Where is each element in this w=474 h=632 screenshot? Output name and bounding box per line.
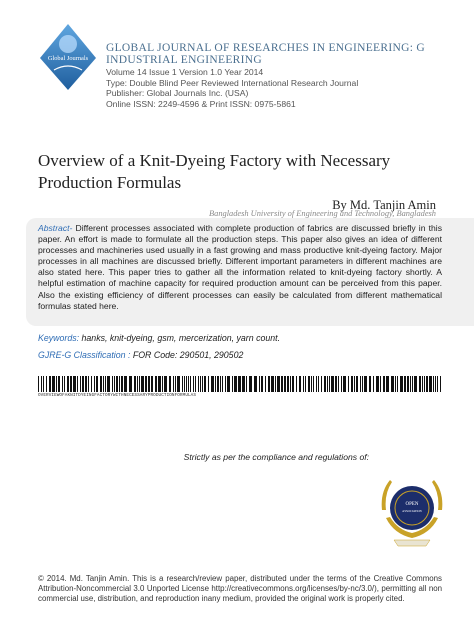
barcode-bar	[195, 376, 196, 392]
journal-title-line2: INDUSTRIAL ENGINEERING	[106, 54, 262, 66]
barcode-bar	[360, 376, 361, 392]
barcode-bar	[145, 376, 147, 392]
barcode-bar	[351, 376, 353, 392]
barcode-text: OVERVIEWOFAKNITDYEINGFACTORYWITHNECESSARYPRODUCTIONFORMULAS	[38, 393, 197, 398]
barcode-bar	[284, 376, 286, 392]
barcode-bar	[395, 376, 396, 392]
barcode-bar	[193, 376, 194, 392]
barcode-bar	[303, 376, 304, 392]
barcode-bar	[261, 376, 263, 392]
svg-text:ASSOCIATION: ASSOCIATION	[402, 509, 422, 513]
barcode-bar	[426, 376, 428, 392]
barcode-bar	[190, 376, 191, 392]
barcode-bar	[321, 376, 322, 392]
barcode-bar	[208, 376, 209, 392]
abstract	[38, 223, 442, 312]
barcode-bar	[327, 376, 328, 392]
barcode-bar	[386, 376, 389, 392]
barcode-bar	[290, 376, 291, 392]
barcode-bar	[148, 376, 150, 392]
barcode-bar	[299, 376, 301, 392]
barcode-bar	[124, 376, 127, 392]
barcode-bar	[433, 376, 434, 392]
journal-header	[106, 42, 466, 109]
barcode-bar	[419, 376, 421, 392]
barcode-bar	[134, 376, 136, 392]
barcode-bar	[318, 376, 319, 392]
barcode-bar	[400, 376, 403, 392]
barcode-bar	[311, 376, 312, 392]
barcode-bar	[356, 376, 358, 392]
barcode-bar	[435, 376, 436, 392]
barcode-bar	[217, 376, 219, 392]
barcode-bar	[175, 376, 176, 392]
barcode-bar	[354, 376, 355, 392]
barcode-bar	[225, 376, 226, 392]
abstract-label: Abstract-	[38, 223, 73, 233]
barcode-bar	[380, 376, 381, 392]
barcode-bar	[82, 376, 84, 392]
keywords	[38, 333, 280, 343]
journal-type: Type: Double Blind Peer Reviewed International Research Journal	[106, 77, 359, 88]
barcode-bar	[88, 376, 89, 392]
compliance-statement: Strictly as per the compliance and regulations of:	[183, 452, 369, 462]
barcode-bar	[129, 376, 132, 392]
barcode-bar	[91, 376, 92, 392]
barcode	[38, 376, 442, 392]
barcode-bar	[73, 376, 76, 392]
barcode-bar	[254, 376, 257, 392]
barcode-bar	[277, 376, 280, 392]
barcode-bar	[204, 376, 206, 392]
barcode-bar	[292, 376, 294, 392]
global-journals-logo	[38, 22, 98, 92]
barcode-bar	[202, 376, 203, 392]
barcode-bar	[275, 376, 276, 392]
barcode-bar	[265, 376, 266, 392]
barcode-bar	[77, 376, 78, 392]
barcode-bar	[173, 376, 174, 392]
barcode-bar	[249, 376, 252, 392]
classification-text: FOR Code: 290501, 290502	[130, 350, 244, 360]
barcode-bar	[141, 376, 144, 392]
barcode-bar	[162, 376, 163, 392]
barcode-bar	[116, 376, 118, 392]
barcode-bar	[324, 376, 326, 392]
barcode-bar	[335, 376, 337, 392]
journal-issn: Online ISSN: 2249-4596 & Print ISSN: 0975-5861	[106, 98, 296, 109]
barcode-bar	[422, 376, 423, 392]
barcode-bar	[52, 376, 55, 392]
barcode-bar	[313, 376, 314, 392]
barcode-bar	[188, 376, 189, 392]
barcode-bar	[242, 376, 245, 392]
barcode-bar	[369, 376, 371, 392]
barcode-bar	[373, 376, 374, 392]
keywords-text: hanks, knit-dyeing, gsm, mercerization, yarn count.	[79, 333, 281, 343]
barcode-bar	[155, 376, 157, 392]
barcode-bar	[437, 376, 438, 392]
barcode-bar	[70, 376, 72, 392]
barcode-bar	[139, 376, 140, 392]
barcode-bar	[329, 376, 330, 392]
barcode-bar	[67, 376, 69, 392]
barcode-bar	[376, 376, 379, 392]
barcode-bar	[56, 376, 57, 392]
barcode-bar	[407, 376, 409, 392]
barcode-bar	[85, 376, 87, 392]
barcode-bar	[397, 376, 398, 392]
barcode-bar	[103, 376, 104, 392]
barcode-bar	[169, 376, 171, 392]
barcode-bar	[119, 376, 120, 392]
barcode-bar	[62, 376, 63, 392]
barcode-bar	[287, 376, 289, 392]
barcode-bar	[232, 376, 233, 392]
journal-volume: Volume 14 Issue 1 Version 1.0 Year 2014	[106, 67, 264, 77]
barcode-bar	[222, 376, 223, 392]
barcode-bar	[296, 376, 297, 392]
barcode-bar	[383, 376, 385, 392]
barcode-bar	[424, 376, 425, 392]
barcode-bar	[80, 376, 81, 392]
barcode-bar	[211, 376, 214, 392]
paper-author: By Md. Tanjin Amin	[332, 198, 436, 212]
barcode-bar	[49, 376, 51, 392]
barcode-bar	[305, 376, 306, 392]
barcode-bar	[268, 376, 270, 392]
barcode-bar	[220, 376, 221, 392]
paper-title: Overview of a Knit-Dyeing Factory with Necessary Production Formulas	[38, 151, 391, 192]
barcode-bar	[177, 376, 180, 392]
barcode-bar	[338, 376, 339, 392]
barcode-bar	[259, 376, 260, 392]
barcode-bar	[331, 376, 334, 392]
barcode-bar	[137, 376, 138, 392]
barcode-bar	[182, 376, 183, 392]
barcode-bar	[429, 376, 432, 392]
license-text: © 2014. Md. Tanjin Amin. This is a research/review paper, distributed under the terms of the Creative Commons Attribution-Noncommercial 3.0 Unported License http://creativecommons.org/licenses/by-nc/3.0/), permitting all non commercial use, distribution, and reproduction inany medium, provided the original work is properly cited.	[38, 574, 442, 604]
barcode-bar	[200, 376, 201, 392]
classification	[38, 350, 243, 360]
barcode-bar	[38, 376, 39, 392]
barcode-bar	[362, 376, 363, 392]
oars-seal-logo	[376, 470, 448, 548]
barcode-bar	[198, 376, 199, 392]
barcode-bar	[184, 376, 185, 392]
barcode-bar	[308, 376, 310, 392]
barcode-bar	[114, 376, 115, 392]
barcode-bar	[58, 376, 60, 392]
barcode-bar	[96, 376, 98, 392]
barcode-bar	[151, 376, 153, 392]
barcode-bar	[234, 376, 237, 392]
barcode-bar	[112, 376, 113, 392]
barcode-bar	[391, 376, 394, 392]
journal-title-line1: GLOBAL JOURNAL OF RESEARCHES IN ENGINEERING: G	[106, 42, 425, 54]
barcode-bar	[164, 376, 167, 392]
barcode-bar	[410, 376, 411, 392]
classification-label: GJRE-G Classification :	[38, 350, 131, 360]
barcode-bar	[364, 376, 367, 392]
barcode-bar	[186, 376, 187, 392]
barcode-bar	[281, 376, 283, 392]
barcode-bar	[316, 376, 317, 392]
svg-text:OPEN: OPEN	[405, 502, 419, 507]
barcode-bar	[64, 376, 65, 392]
barcode-bar	[343, 376, 346, 392]
journal-publisher: Publisher: Global Journals Inc. (USA)	[106, 88, 249, 98]
barcode-bar	[215, 376, 216, 392]
barcode-bar	[100, 376, 102, 392]
barcode-bar	[107, 376, 110, 392]
barcode-bar	[105, 376, 106, 392]
barcode-bar	[43, 376, 44, 392]
author-affiliation: Bangladesh University of Engineering and Technology, Bangladesh	[209, 209, 436, 218]
barcode-bar	[238, 376, 241, 392]
abstract-text: Different processes associated with complete production of fabrics are discussed briefly in this paper. An effort is made to formulate all the production steps. This paper also gives an idea of different processes and machineries used usually in a fast growing and mass productive knit-dyeing factory. Major processes in all machines are discussed briefly. Different important parameters in different machines are also stated here. This paper tries to gather all the information related to knit-dyeing factory shortly. A helpful estimation of machine capacity for required production amount can be perceived from this paper. Also the existing efficiency of different processes can easily be calculated from different mathematical formulas stated here.	[38, 223, 442, 311]
barcode-bar	[414, 376, 417, 392]
barcode-bar	[158, 376, 161, 392]
barcode-bar	[404, 376, 406, 392]
barcode-bar	[271, 376, 274, 392]
barcode-bar	[246, 376, 247, 392]
barcode-bar	[121, 376, 123, 392]
barcode-bar	[440, 376, 441, 392]
logo-text: Global Journals	[47, 55, 89, 62]
keywords-label: Keywords:	[38, 333, 80, 343]
barcode-bar	[412, 376, 413, 392]
barcode-bar	[227, 376, 230, 392]
barcode-bar	[94, 376, 95, 392]
barcode-bar	[348, 376, 349, 392]
barcode-bar	[46, 376, 47, 392]
barcode-bar	[41, 376, 42, 392]
barcode-bar	[341, 376, 342, 392]
